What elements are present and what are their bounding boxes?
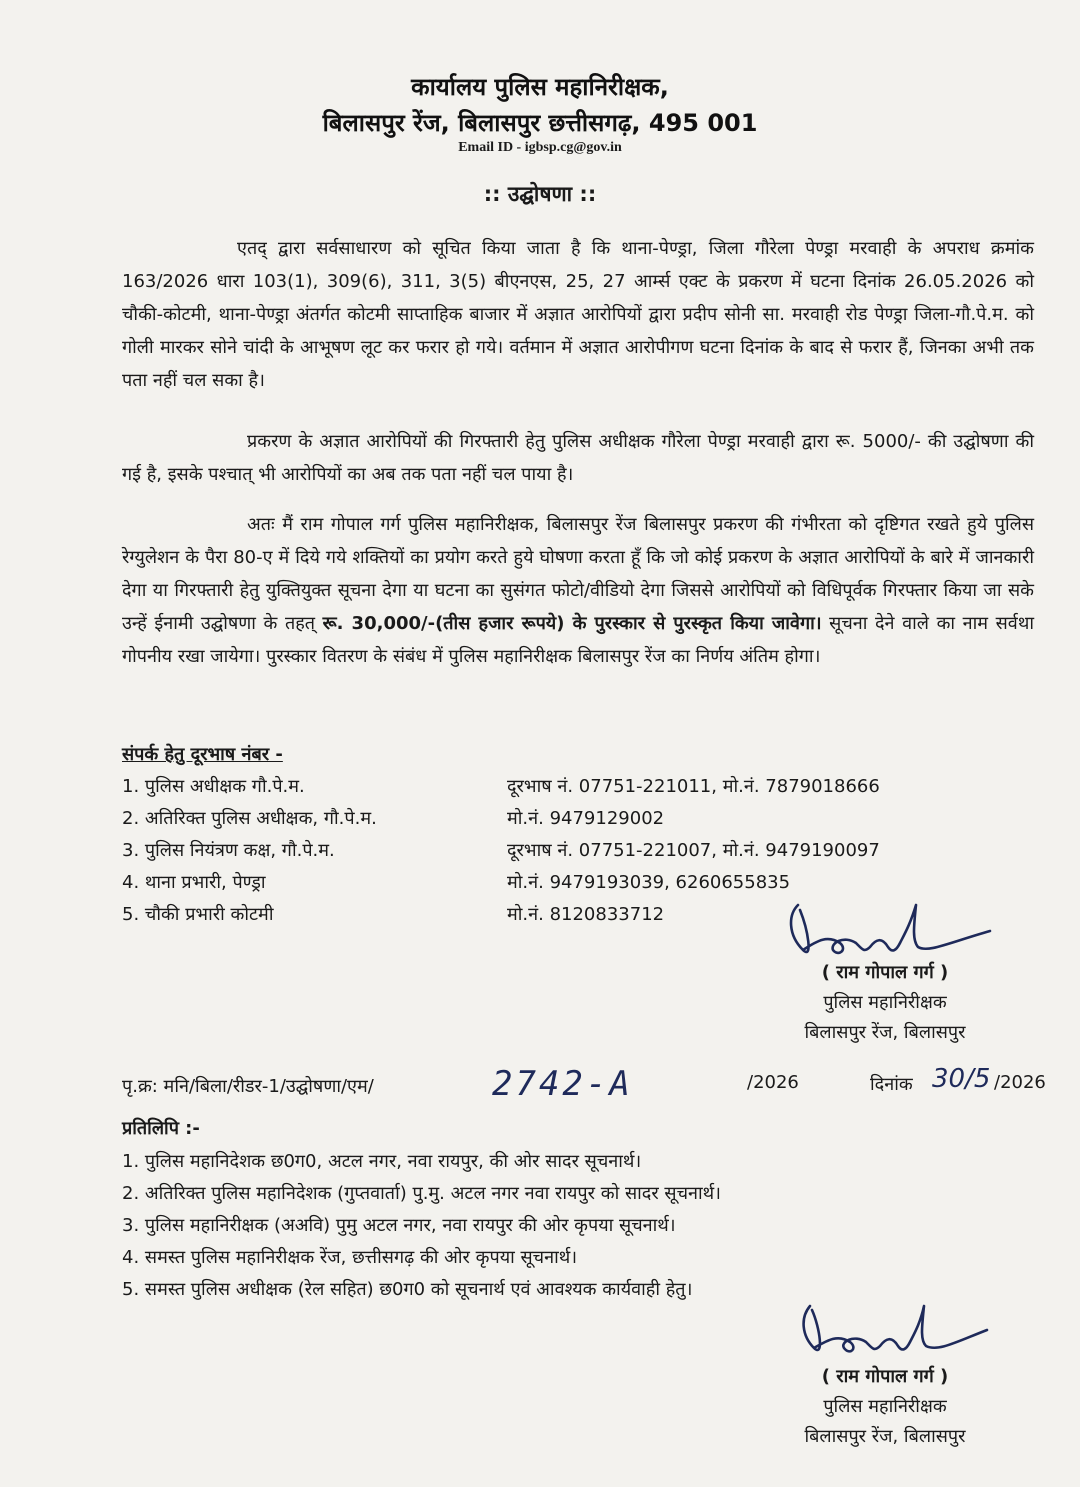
- date-label: दिनांक: [870, 1074, 913, 1095]
- contacts-heading: संपर्क हेतु दूरभाष नंबर -: [122, 744, 283, 765]
- copies-list: [122, 1146, 1034, 1306]
- reward-text-end: सूचना देने वाले का नाम सर्वथा गोपनीय रखा जायेगा। पुरस्कार वितरण के संबंध में पुलिस महानिरीक्षक बिलासपुर रेंज का निर्णय अंतिम होगा।: [122, 613, 1034, 667]
- office-address: बिलासपुर रेंज, बिलासपुर छत्तीसगढ़, 495 001: [322, 109, 758, 137]
- contact-row: [122, 806, 1034, 838]
- reference-prefix: पृ.क्र: मनि/बिला/रीडर-1/उद्घोषणा/एम/: [122, 1076, 374, 1097]
- contact-name: 1. पुलिस अधीक्षक गौ.पे.म.: [122, 776, 305, 797]
- contact-phone: मो.नं. 9479129002: [507, 808, 665, 829]
- contact-phone: मो.नं. 8120833712: [507, 904, 665, 925]
- signatory-designation: पुलिस महानिरीक्षक: [823, 1396, 947, 1417]
- copy-item: 5. समस्त पुलिस अधीक्षक (रेल सहित) छ0ग0 को सूचनार्थ एवं आवश्यक कार्यवाही हेतु।: [122, 1279, 693, 1300]
- contact-name: 4. थाना प्रभारी, पेण्ड्रा: [122, 872, 266, 893]
- contact-row: [122, 838, 1034, 870]
- notice-title: :: उद्घोषणा ::: [483, 182, 597, 206]
- reward-amount-text: रू. 30,000/-(तीस हजार रूपये) के पुरस्कार से पुरस्कृत किया जावेगा।: [322, 613, 822, 634]
- contact-phone: दूरभाष नं. 07751-221007, मो.नं. 9479190097: [507, 840, 880, 861]
- paragraph-previous-reward: प्रकरण के अज्ञात आरोपियों की गिरफ्तारी हेतु पुलिस अधीक्षक गौरेला पेण्ड्रा मरवाही द्वारा रू. 5000/- की उद्घोषणा की गई है, इसके पश्चात् भी आरोपियों का अब तक पता नहीं चल पाया है।: [122, 431, 1034, 485]
- copy-item: 1. पुलिस महानिदेशक छ0ग0, अटल नगर, नवा रायपुर, की ओर सादर सूचनार्थ।: [122, 1151, 642, 1172]
- signatory-block: [755, 1362, 1015, 1452]
- contact-name: 3. पुलिस नियंत्रण कक्ष, गौ.पे.म.: [122, 840, 335, 861]
- copy-item: 2. अतिरिक्त पुलिस महानिदेशक (गुप्तवार्ता) पु.मु. अटल नगर नवा रायपुर को सादर सूचनार्थ।: [122, 1183, 721, 1204]
- reference-line: [122, 1064, 1046, 1112]
- signatory-designation: पुलिस महानिरीक्षक: [823, 992, 947, 1013]
- office-email: Email ID - igbsp.cg@gov.in: [458, 140, 622, 155]
- date-handwritten: 30/5: [932, 1064, 991, 1094]
- signatory-office: बिलासपुर रेंज, बिलासपुर: [804, 1022, 966, 1043]
- office-title: कार्यालय पुलिस महानिरीक्षक,: [411, 73, 669, 101]
- copies-heading: प्रतिलिपि :-: [122, 1118, 200, 1139]
- contact-row: [122, 774, 1034, 806]
- contact-name: 5. चौकी प्रभारी कोटमी: [122, 904, 274, 925]
- reward-text-start: अतः मैं राम गोपाल गर्ग पुलिस महानिरीक्षक, बिलासपुर रेंज बिलासपुर प्रकरण की गंभीरता को दृष्टिगत रखते हुये पुलिस रेग्युलेशन के पैरा 80-ए में दिये गये शक्तियों का प्रयोग करते हुये घोषणा करता हूँ कि जो कोई प्रकरण के अज्ञात आरोपियों के बारे में जानकारी देगा या गिरफ्तारी हेतु युक्तियुक्त सूचना देगा या घटना का सुसंगत फोटो/वीडियो देगा जिससे आरोपियों को विधिपूर्वक गिरफ्तार किया जा सके उन्हें ईनामी उद्घोषणा के तहत्: [122, 514, 1034, 634]
- paragraph-incident: एतद् द्वारा सर्वसाधारण को सूचित किया जाता है कि थाना-पेण्ड्रा, जिला गौरेला पेण्ड्रा मरवाही के अपराध क्रमांक 163/2026 धारा 103(1), 309(6), 311, 3(5) बीएनएस, 25, 27 आर्म्स एक्ट के प्रकरण में घटना दिनांक 26.05.2026 को चौकी-कोटमी, थाना-पेण्ड्रा अंतर्गत कोटमी साप्ताहिक बाजार में अज्ञात आरोपियों द्वारा प्रदीप सोनी सा. मरवाही रोड पेण्ड्रा जिला-गौ.पे.म. को गोली मारकर सोने चांदी के आभूषण लूट कर फरार हो गये। वर्तमान में अज्ञात आरोपीगण घटना दिनांक के बाद से फरार हैं, जिनका अभी तक पता नहीं चल सका है।: [122, 238, 1034, 391]
- signatory-name: ( राम गोपाल गर्ग ): [821, 1366, 949, 1387]
- contact-phone: मो.नं. 9479193039, 6260655835: [507, 872, 791, 893]
- reference-number-handwritten: 2742-A: [492, 1064, 633, 1104]
- signatory-office: बिलासपुर रेंज, बिलासपुर: [804, 1426, 966, 1447]
- signatory-block: [755, 958, 1015, 1048]
- contact-phone: दूरभाष नं. 07751-221011, मो.नं. 7879018666: [507, 776, 880, 797]
- handwritten-signature: [792, 1296, 992, 1371]
- contact-name: 2. अतिरिक्त पुलिस अधीक्षक, गौ.पे.म.: [122, 808, 377, 829]
- copy-item: 4. समस्त पुलिस महानिरीक्षक रेंज, छत्तीसगढ़ की ओर कृपया सूचनार्थ।: [122, 1247, 578, 1268]
- date-year: /2026: [994, 1072, 1046, 1093]
- paragraph-reward-declaration: [122, 508, 1034, 673]
- copy-item: 3. पुलिस महानिरीक्षक (अअवि) पुमु अटल नगर, नवा रायपुर की ओर कृपया सूचनार्थ।: [122, 1215, 676, 1236]
- reference-year: /2026: [747, 1072, 799, 1093]
- signatory-name: ( राम गोपाल गर्ग ): [821, 962, 949, 983]
